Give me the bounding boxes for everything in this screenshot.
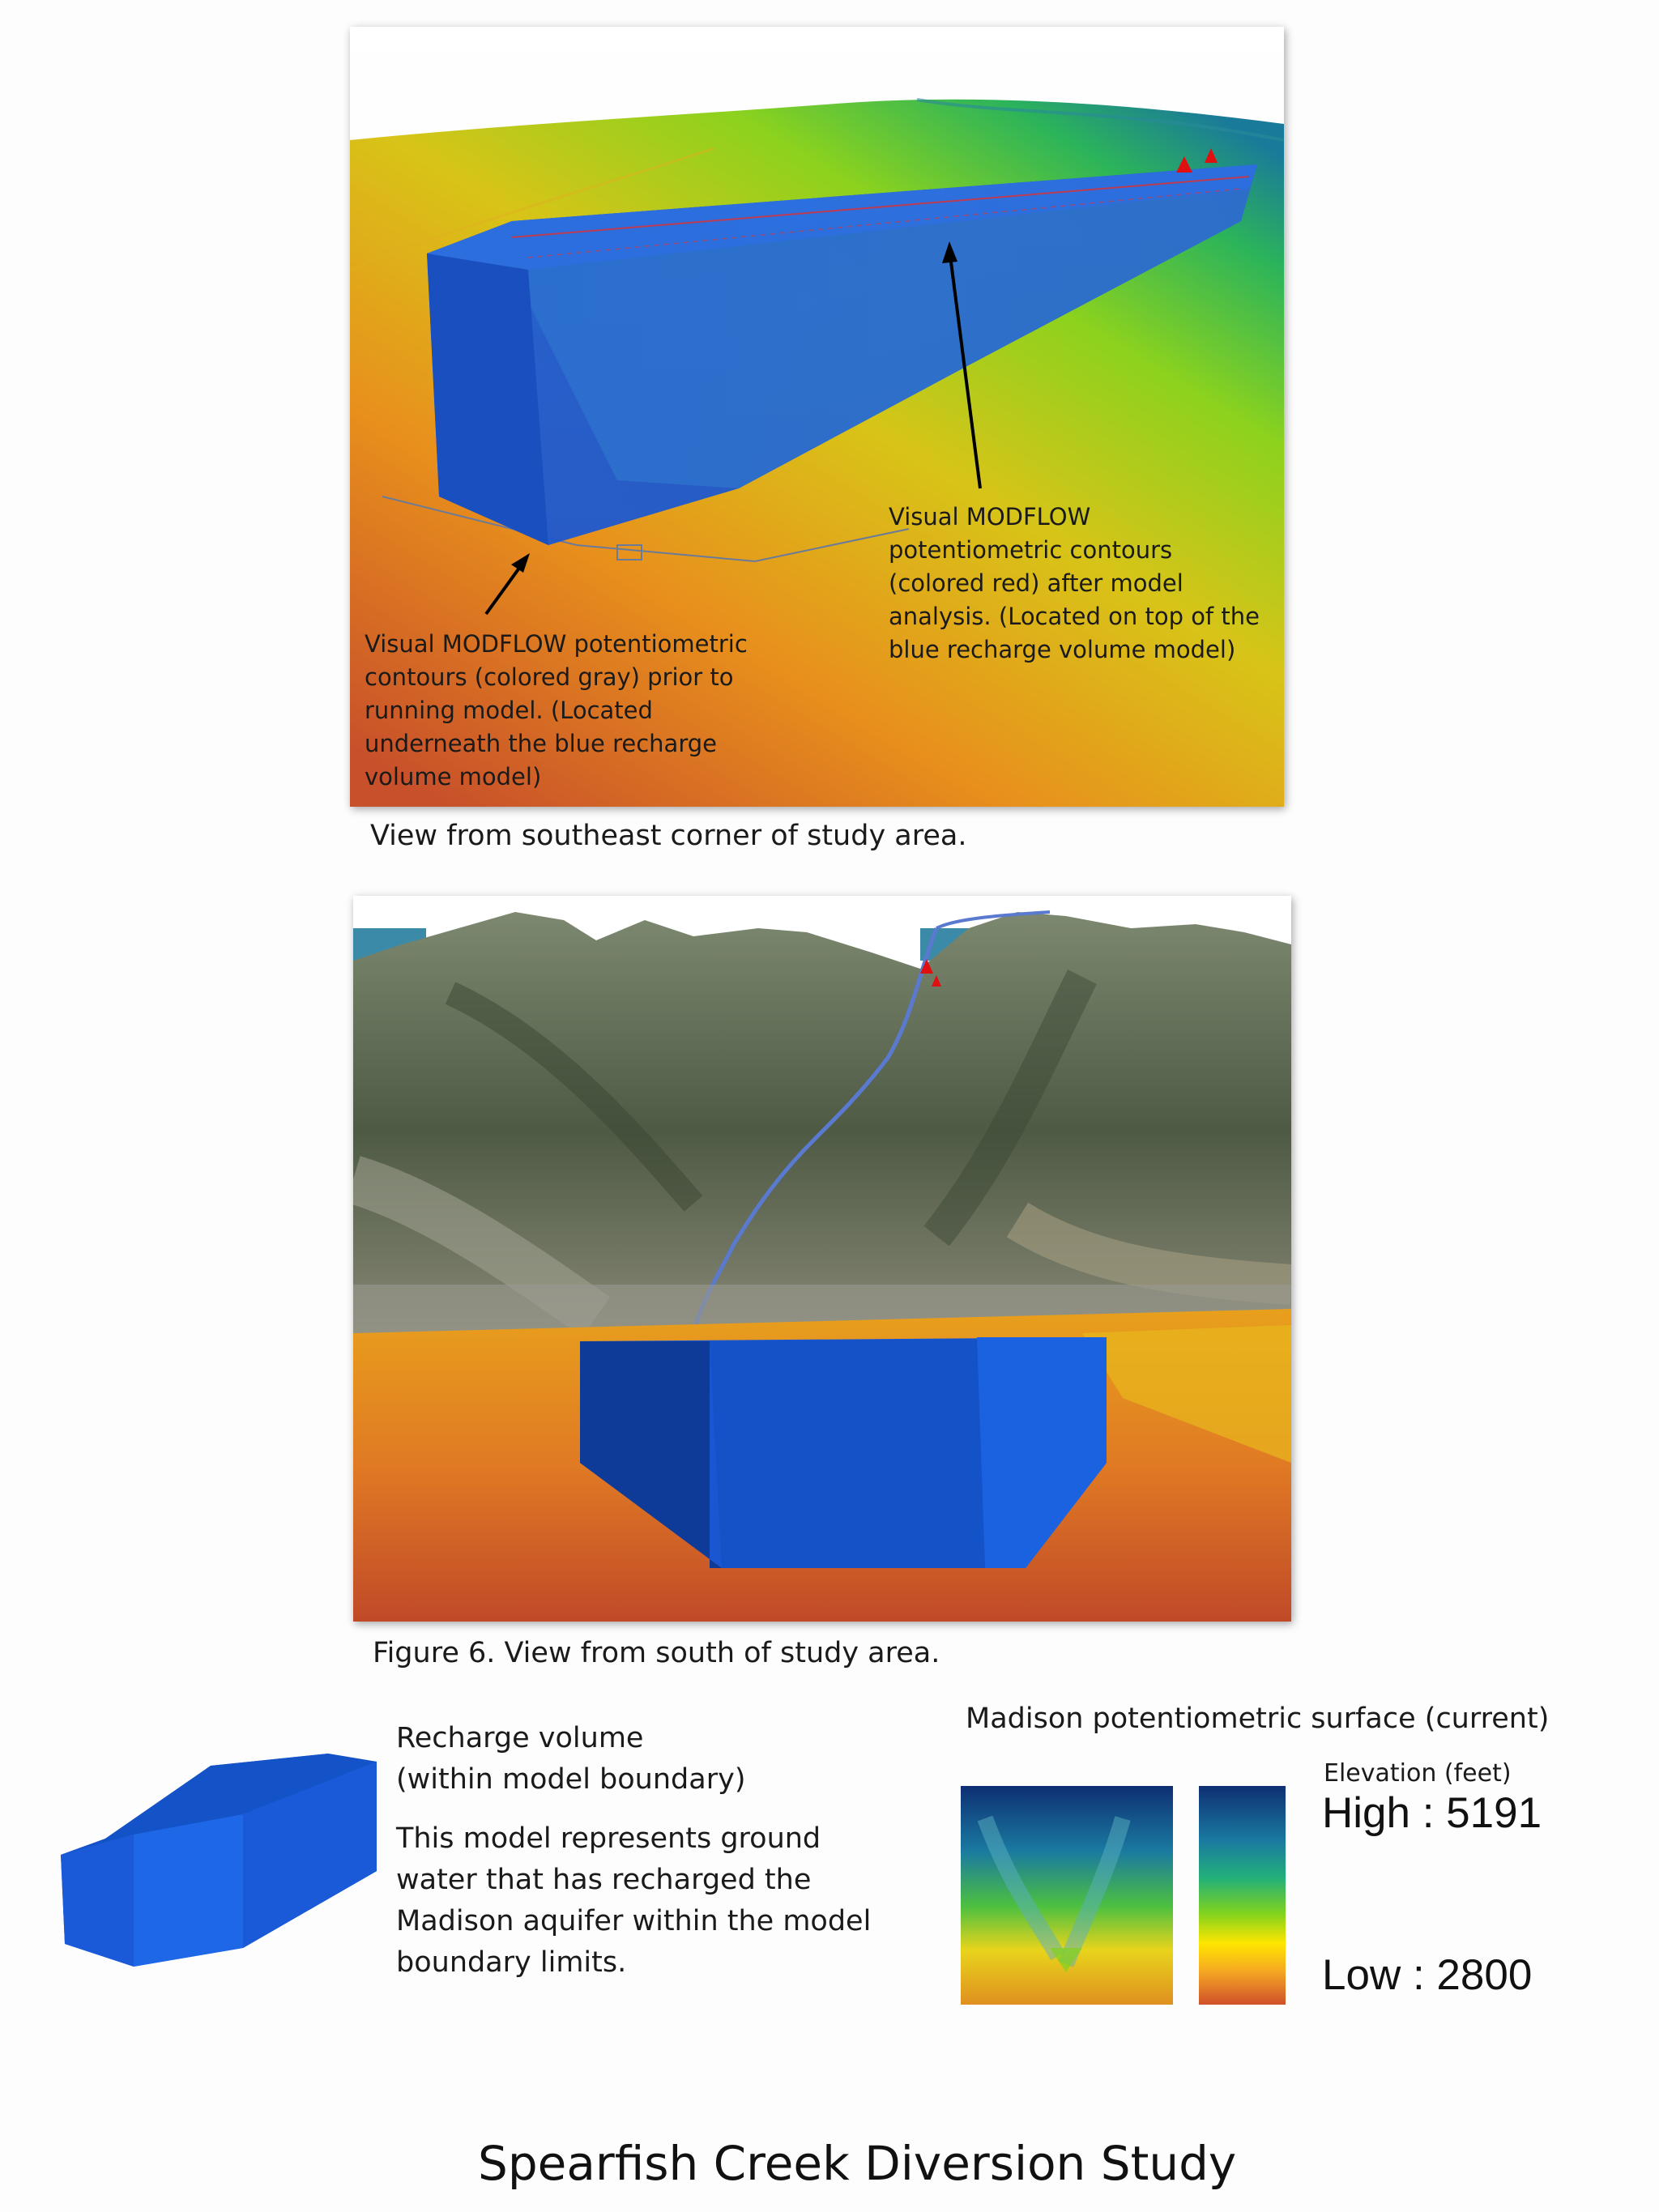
- figure-south-view: [353, 896, 1291, 1622]
- caption-south-view: Figure 6. View from south of study area.: [373, 1637, 940, 1669]
- recharge-volume-description: This model represents ground water that has recharged the Madison aquifer within the model boundary limits.: [396, 1822, 872, 1979]
- recharge-title-line1: Recharge volume: [396, 1722, 644, 1754]
- caption-southeast-view: View from southeast corner of study area.: [370, 820, 967, 852]
- elevation-label: Elevation (feet): [1324, 1759, 1512, 1788]
- page-title: Spearfish Creek Diversion Study: [478, 2136, 1237, 2191]
- surface-title: Madison potentiometric surface (current): [966, 1703, 1550, 1735]
- potentiometric-surface-thumbnail: [961, 1786, 1173, 2005]
- terrain-render-south: [353, 896, 1291, 1622]
- elevation-low-label: Low : 2800: [1322, 1951, 1533, 1999]
- recharge-volume-icon: [49, 1741, 389, 1984]
- recharge-volume-title: [396, 1718, 745, 1801]
- annotation-red-contours: Visual MODFLOW potentiometric contours (colored red) after model analysis. (Located on top of the blue recharge volume model): [889, 503, 1260, 663]
- annotation-gray-contours: Visual MODFLOW potentiometric contours (colored gray) prior to running model. (Located underneath the blue recharge volume model): [365, 630, 748, 791]
- recharge-title-line2: (within model boundary): [396, 1763, 746, 1796]
- figure-southeast-view: [350, 27, 1284, 807]
- elevation-high-label: High : 5191: [1322, 1789, 1542, 1837]
- elevation-color-ramp: [1199, 1786, 1286, 2005]
